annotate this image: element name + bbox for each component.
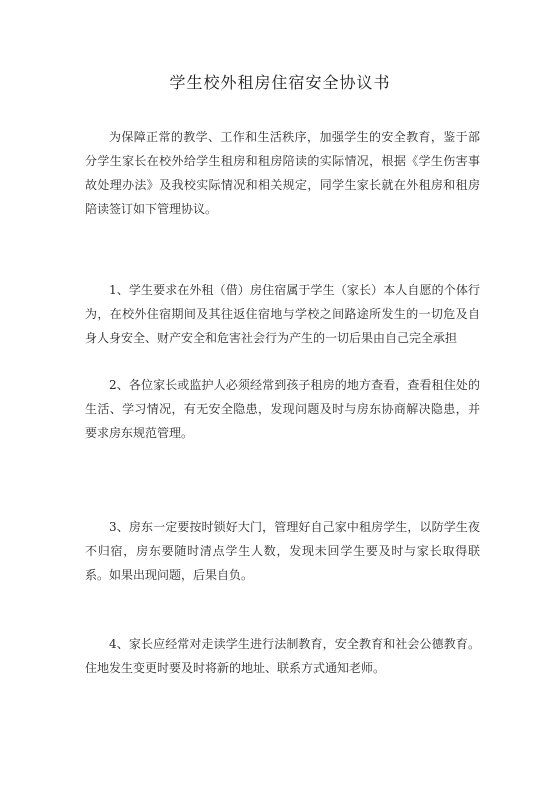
clause-4-paragraph: 4、家长应经常对走读学生进行法制教育，安全教育和社会公德教育。住地发生变更时要及时将新的地址、联系方式通知老师。 [85, 637, 480, 675]
intro-paragraph: 为保障正常的教学、工作和生活秩序，加强学生的安全教育，鉴于部分学生家长在校外给学生租房和租房陪读的实际情况，根据《学生伤害事故处理办法》及我校实际情况和相关规定，同学生家长就在外租房和租房陪读签订如下管理协议。 [85, 130, 480, 216]
clause-1-paragraph: 1、学生要求在外租（借）房住宿属于学生（家长）本人自愿的个体行为，在校外住宿期间及其往返住宿地与学校之间路途所发生的一切危及自身人身安全、财产安全和危害社会行为产生的一切后果由自己完全承担 [85, 283, 480, 345]
clause-2-paragraph: 2、各位家长或监护人必须经常到孩子租房的地方查看，查看租住处的生活、学习情况，有无安全隐患，发现问题及时与房东协商解决隐患，并要求房东规范管理。 [85, 378, 480, 440]
clause-3-paragraph: 3、房东一定要按时锁好大门，管理好自己家中租房学生，以防学生夜不归宿，房东要随时清点学生人数，发现未回学生要及时与家长取得联系。如果出现问题，后果自负。 [85, 520, 480, 582]
document-title: 学生校外租房住宿安全协议书 [169, 73, 391, 92]
